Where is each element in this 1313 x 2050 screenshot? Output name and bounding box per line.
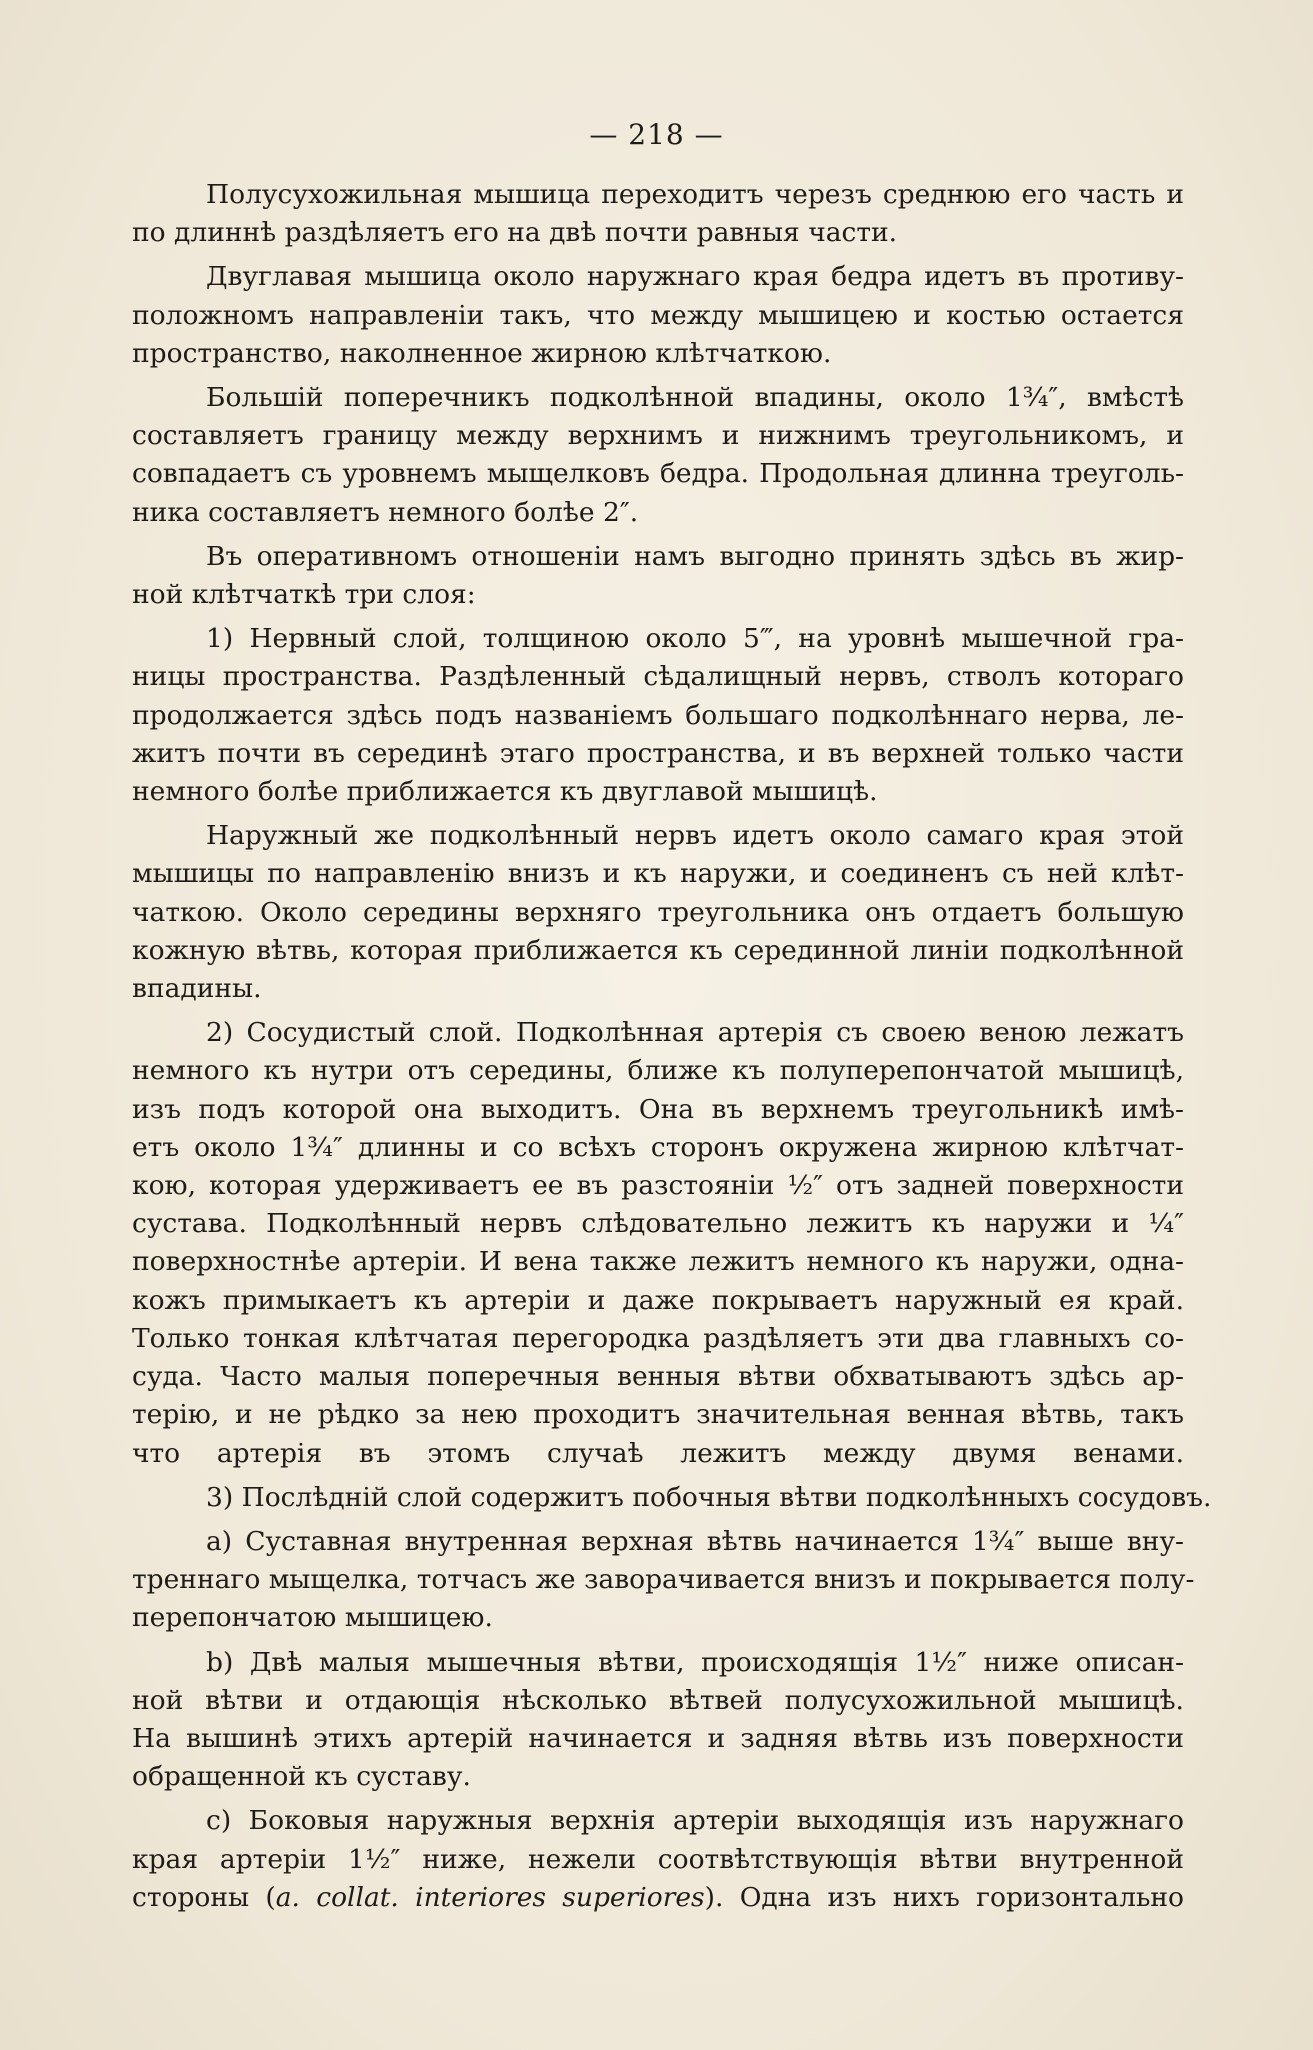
text-line: треннаго мыщелка, тотчасъ же заворачивается внизъ и покрывается полу-: [132, 1564, 1195, 1596]
text-line: 3) Послѣдній слой содержитъ побочныя вѣтви подколѣнныхъ сосудовъ.: [206, 1481, 1212, 1513]
text-line: изъ подъ которой она выходитъ. Она въ верхнемъ треугольникѣ имѣ-: [132, 1093, 1184, 1125]
text-line: по длиннѣ раздѣляетъ его на двѣ почти равныя части.: [132, 217, 898, 249]
text-line: пространство, наколненное жирною клѣтчаткою.: [132, 337, 832, 369]
paragraph-9: [132, 1523, 1195, 1638]
text-line: что артерія въ этомъ случаѣ лежитъ между двумя венами.: [132, 1437, 1184, 1469]
paragraph-11: [132, 1802, 1184, 1917]
text-line: c) Боковыя наружныя верхнія артеріи выходящія изъ наружнаго: [206, 1805, 1184, 1837]
text-line: обращенной къ суставу.: [132, 1761, 471, 1793]
text-line: 1) Нервный слой, толщиною около 5‴, на уровнѣ мышечной гра-: [206, 623, 1184, 655]
latin-term: a. collat. interiores superiores: [275, 1881, 705, 1913]
paragraph-1: [132, 176, 1184, 252]
text-line: ницы пространства. Раздѣленный сѣдалищный нервъ, стволъ котораго: [132, 661, 1184, 693]
paragraph-4: [132, 538, 1184, 614]
text-line: впадины.: [132, 973, 262, 1005]
text-line: совпадаетъ съ уровнемъ мыщелковъ бедра. Продольная длинна треуголь-: [132, 458, 1184, 490]
text-line: суда. Часто малыя поперечныя венныя вѣтви обхватываютъ здѣсь ар-: [132, 1361, 1184, 1393]
text-line: ной клѣтчаткѣ три слоя:: [132, 579, 476, 611]
text-line: ной вѣтви и отдающія нѣсколько вѣтвей полусухожильной мышицѣ.: [132, 1684, 1184, 1716]
text-line: составляетъ границу между верхнимъ и нижнимъ треугольникомъ, и: [132, 420, 1184, 452]
text-line: Только тонкая клѣтчатая перегородка раздѣляетъ эти два главныхъ со-: [132, 1322, 1184, 1354]
text-line: a) Суставная внутренная верхная вѣтвь начинается 1¾″ выше вну-: [206, 1525, 1184, 1557]
text-line: продолжается здѣсь подъ названіемъ большаго подколѣннаго нерва, ле-: [132, 699, 1184, 731]
text-line: терію, и не рѣдко за нею проходитъ значительная венная вѣтвь, такъ: [132, 1399, 1184, 1431]
text-line: Наружный же подколѣнный нервъ идетъ около самаго края этой: [206, 820, 1184, 852]
text-line: перепончатою мышицею.: [132, 1602, 493, 1634]
text-line: Въ оперативномъ отношеніи намъ выгодно принять здѣсь въ жир-: [206, 540, 1184, 572]
text-line: Двуглавая мышица около наружнаго края бедра идетъ въ противу-: [206, 261, 1184, 293]
text-line: мышицы по направленію внизъ и къ наружи, и соединенъ съ ней клѣт-: [132, 858, 1184, 890]
text-line: кою, которая удерживаетъ ее въ разстояніи ½″ отъ задней поверхности: [132, 1170, 1184, 1202]
text-line: немного болѣе приближается къ двуглавой мышицѣ.: [132, 776, 878, 808]
text-line: кожную вѣтвь, которая приближается къ серединной линіи подколѣнной: [132, 934, 1184, 966]
paragraph-10: [132, 1644, 1184, 1797]
text-line: b) Двѣ малыя мышечныя вѣтви, происходящія 1½″ ниже описан-: [206, 1646, 1184, 1678]
text-line: кожъ примыкаетъ къ артеріи и даже покрываетъ наружный ея край.: [132, 1284, 1184, 1316]
paragraph-5: [132, 620, 1184, 811]
paragraph-2: [132, 258, 1184, 373]
page-number: — 218 —: [589, 118, 724, 151]
paragraph-7: [132, 1014, 1184, 1472]
text-line: сустава. Подколѣнный нервъ слѣдовательно лежитъ къ наружи и ¼″: [132, 1208, 1184, 1240]
text-line: положномъ направленіи такъ, что между мышицею и костью остается: [132, 299, 1184, 331]
paragraph-3: [132, 379, 1184, 532]
text-line: Большій поперечникъ подколѣнной впадины, около 1¾″, вмѣстѣ: [206, 382, 1184, 414]
text-line: поверхностнѣе артеріи. И вена также лежитъ немного къ наружи, одна-: [132, 1246, 1184, 1278]
text-line: немного къ нутри отъ середины, ближе къ полуперепончатой мышицѣ,: [132, 1055, 1184, 1087]
text-line: ника составляетъ немного болѣе 2″.: [132, 496, 639, 528]
text-line: 2) Сосудистый слой. Подколѣнная артерія съ своею веною лежатъ: [206, 1017, 1184, 1049]
text-segment: стороны (: [132, 1881, 276, 1913]
text-line: края артеріи 1½″ ниже, нежели соотвѣтствующія вѣтви внутренной: [132, 1843, 1184, 1875]
text-line: етъ около 1¾″ длинны и со всѣхъ сторонъ окружена жирною клѣтчат-: [132, 1131, 1184, 1163]
text-line: Полусухожильная мышица переходитъ черезъ среднюю его часть и: [206, 179, 1184, 210]
text-line: житъ почти въ серединѣ этаго пространства, и въ верхней только части: [132, 737, 1184, 769]
text-line: чаткою. Около середины верхняго треугольника онъ отдаетъ большую: [132, 896, 1184, 928]
text-line: [132, 1879, 1184, 1917]
body-text: [132, 176, 1212, 1917]
text-segment: ). Одна изъ нихъ горизонтально: [704, 1881, 1184, 1913]
text-line: На вышинѣ этихъ артерій начинается и задняя вѣтвь изъ поверхности: [132, 1722, 1184, 1754]
paragraph-8: [132, 1479, 1212, 1517]
paragraph-6: [132, 817, 1184, 1008]
